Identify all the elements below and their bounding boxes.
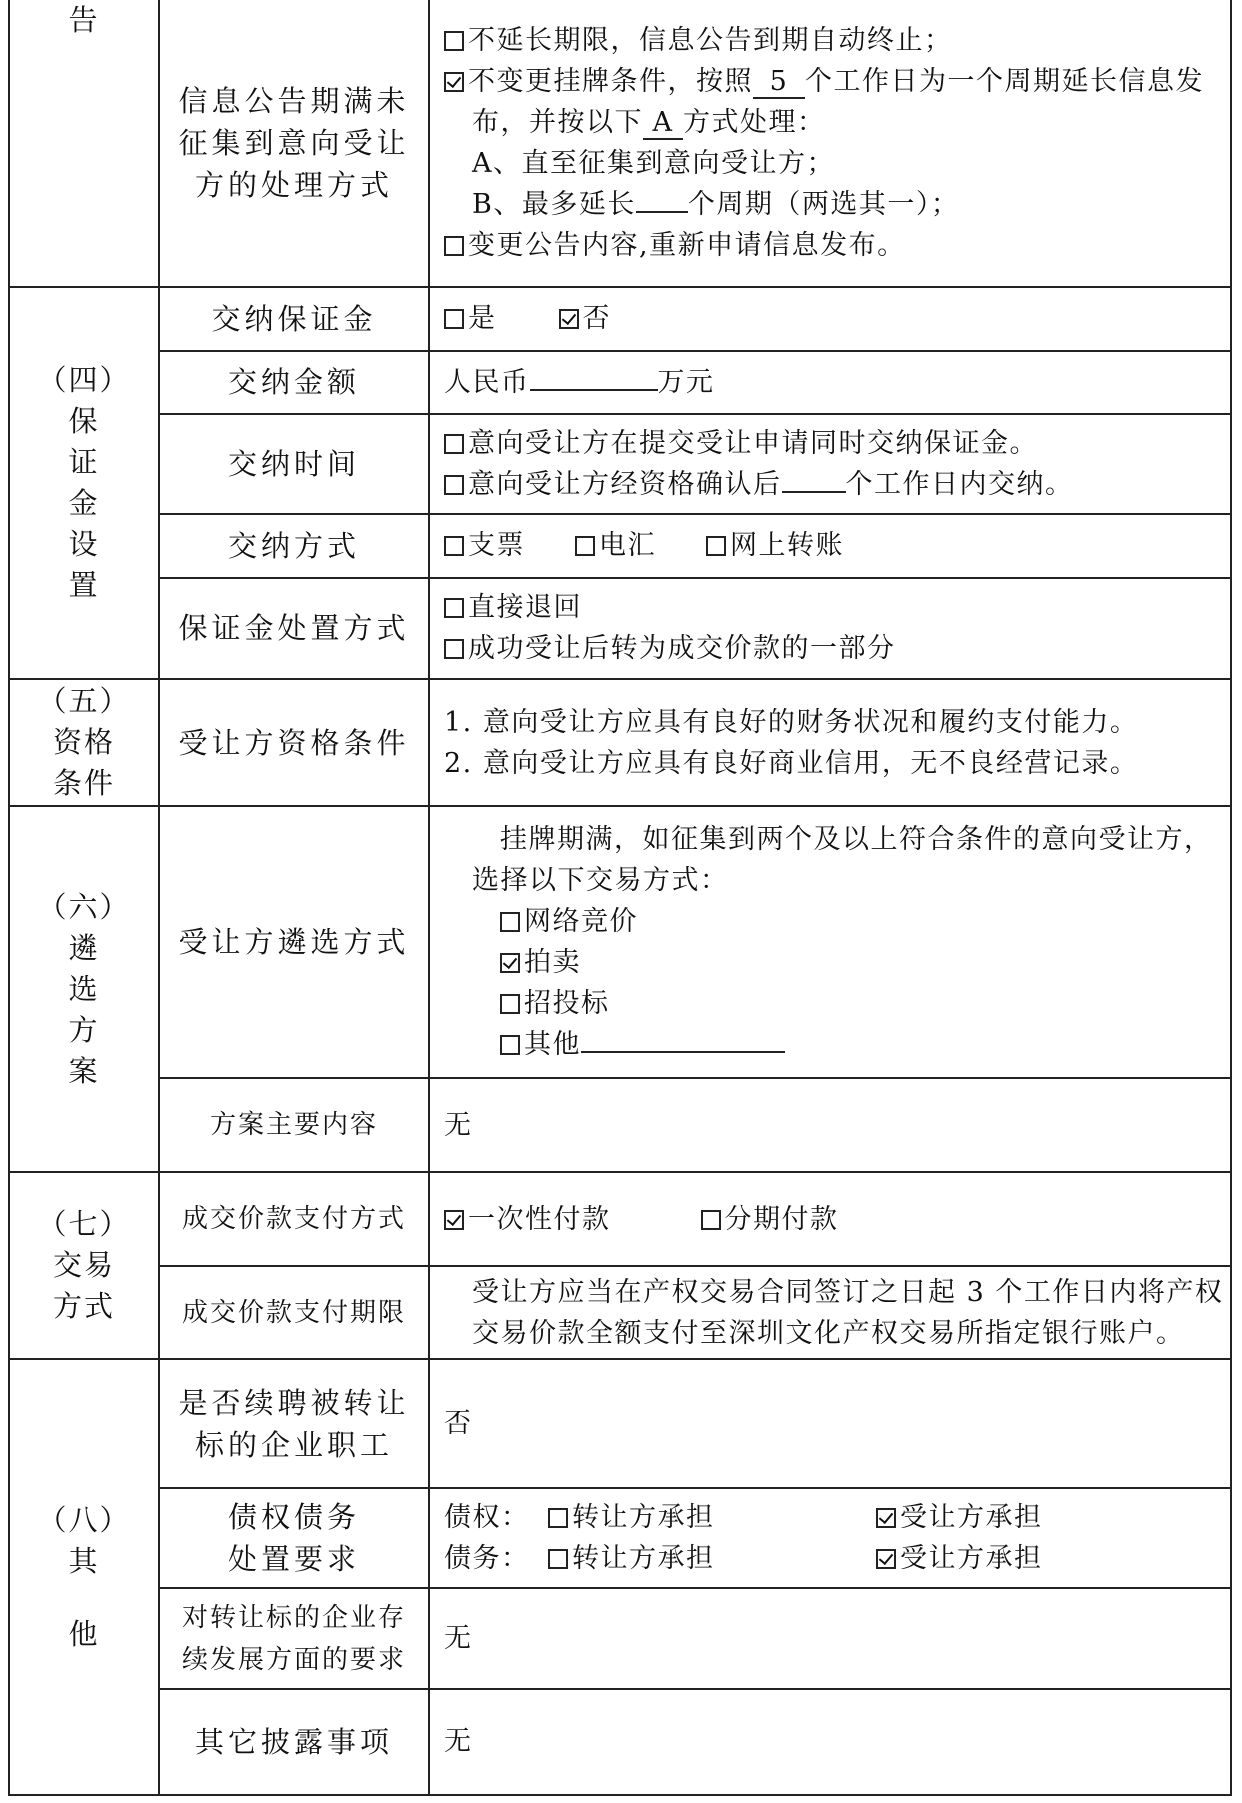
section-cell-deposit <box>9 287 159 678</box>
other-blank[interactable] <box>581 1051 785 1053</box>
label-line: 标的企业职工 <box>194 1427 393 1462</box>
section-label: 设 <box>68 526 100 561</box>
value-deposit-disposal <box>429 578 1231 679</box>
option-installments: 分期付款 <box>724 1203 839 1235</box>
section-label: 其 <box>68 1543 100 1578</box>
section-label: （四） <box>37 362 131 397</box>
value-payment-method <box>429 1172 1231 1266</box>
listing-terms-table <box>8 0 1232 1796</box>
value-debt-disposal <box>429 1488 1231 1588</box>
row-notice-expiry <box>9 0 1231 287</box>
label-notice-expiry <box>159 0 429 287</box>
section-cell-other <box>9 1359 159 1795</box>
checkbox-tender[interactable] <box>500 994 520 1014</box>
qualification-item: 1. 意向受让方应具有良好的财务状况和履约支付能力。 <box>444 706 1139 738</box>
value-deposit-amount <box>429 351 1231 414</box>
value-deposit-time <box>429 414 1231 514</box>
label-plan-content: 方案主要内容 <box>159 1078 429 1172</box>
label-line: 对转让标的企业存 <box>181 1602 406 1633</box>
row-pay-deposit <box>9 287 1231 350</box>
section-label: 他 <box>68 1616 100 1651</box>
checkbox-online-bidding[interactable] <box>500 912 520 932</box>
extend-mode-value: A <box>643 108 683 140</box>
option-tender: 招投标 <box>524 988 610 1020</box>
checkbox-convert-to-price[interactable] <box>444 639 464 659</box>
label-line: 征集到意向受让 <box>178 126 410 161</box>
option-online-bidding: 网络竞价 <box>524 906 638 938</box>
section-label: 方 <box>68 1012 100 1047</box>
value-selection-method <box>429 806 1231 1078</box>
option-change-notice: 变更公告内容,重新申请信息发布。 <box>468 230 906 262</box>
label-line: 处置要求 <box>227 1542 360 1577</box>
sub-option-a: A、直至征集到意向受让方； <box>472 148 835 180</box>
checkbox-extend-period[interactable] <box>444 72 464 92</box>
section-label: 置 <box>68 567 100 602</box>
creditor-label: 债权： <box>444 1502 530 1534</box>
option-other: 其他 <box>524 1029 581 1061</box>
selection-intro-2: 选择以下交易方式： <box>472 865 729 897</box>
section-label: 遴 <box>68 930 100 965</box>
periods-blank[interactable] <box>636 211 688 213</box>
currency-unit: 万元 <box>657 366 715 398</box>
row-deposit-disposal <box>9 578 1231 679</box>
checkbox-change-notice[interactable] <box>444 236 464 256</box>
row-development-requirement <box>9 1588 1231 1688</box>
option-extend-text-2: 个工作日为一个周期延长信息发 <box>805 66 1204 98</box>
row-plan-content <box>9 1078 1231 1172</box>
checkbox-deposit-yes[interactable] <box>444 309 464 329</box>
section-label: 条件 <box>52 766 115 801</box>
currency-prefix: 人民币 <box>444 366 530 398</box>
option-time-2: 意向受让方经资格确认后 <box>468 469 782 501</box>
row-deposit-time <box>9 414 1231 514</box>
document-page <box>8 0 1232 1796</box>
checkbox-creditor-transferor[interactable] <box>548 1508 568 1528</box>
value-plan-content: 无 <box>429 1078 1231 1172</box>
checkbox-cheque[interactable] <box>444 536 464 556</box>
payment-term-line: 受让方应当在产权交易合同签订之日起 3 个工作日内将产权 <box>472 1276 1224 1308</box>
row-staff-retention <box>9 1359 1231 1488</box>
checkbox-time-with-application[interactable] <box>444 434 464 454</box>
section-label: （五） <box>37 684 131 719</box>
checkbox-debtor-transferee[interactable] <box>876 1549 896 1569</box>
section-label: 证 <box>68 444 100 479</box>
label-line: 方的处理方式 <box>194 168 393 203</box>
label-pay-deposit: 交纳保证金 <box>159 287 429 350</box>
option-no: 否 <box>582 303 611 335</box>
label-deposit-disposal: 保证金处置方式 <box>159 578 429 679</box>
value-deposit-method <box>429 514 1231 577</box>
option-transferor-bears: 转让方承担 <box>572 1543 715 1575</box>
checkbox-wire[interactable] <box>575 536 595 556</box>
value-payment-term <box>429 1266 1231 1359</box>
checkbox-time-after-confirm[interactable] <box>444 475 464 495</box>
option-online-transfer: 网上转账 <box>730 530 844 562</box>
checkbox-deposit-no[interactable] <box>559 309 579 329</box>
option-yes: 是 <box>468 303 497 335</box>
row-payment-term <box>9 1266 1231 1359</box>
section-label: 金 <box>68 485 100 520</box>
row-other-disclosure <box>9 1689 1231 1795</box>
value-pay-deposit <box>429 287 1231 350</box>
checkbox-lump-sum[interactable] <box>444 1210 464 1230</box>
debtor-label: 债务： <box>444 1543 530 1575</box>
option-extend-text-3: 布，并按以下 <box>472 107 643 139</box>
label-payment-term: 成交价款支付期限 <box>159 1266 429 1359</box>
value-notice-expiry <box>429 0 1231 287</box>
label-line: 信息公告期满未 <box>178 84 410 119</box>
label-deposit-method: 交纳方式 <box>159 514 429 577</box>
label-debt-disposal <box>159 1488 429 1588</box>
option-return-directly: 直接退回 <box>468 592 582 624</box>
label-development-requirement <box>159 1588 429 1688</box>
checkbox-no-extension[interactable] <box>444 31 464 51</box>
sub-option-b-2: 个周期（两选其一）； <box>687 189 960 221</box>
amount-blank[interactable] <box>530 389 658 391</box>
label-qualification: 受让方资格条件 <box>159 679 429 807</box>
label-line: 续发展方面的要求 <box>181 1644 406 1675</box>
section-label: （六） <box>37 889 131 924</box>
option-time-1: 意向受让方在提交受让申请同时交纳保证金。 <box>468 428 1038 460</box>
option-transferee-bears: 受让方承担 <box>900 1543 1043 1575</box>
section-cell-qualification <box>9 679 159 807</box>
row-qualification <box>9 679 1231 807</box>
days-blank[interactable] <box>782 491 846 493</box>
label-payment-method: 成交价款支付方式 <box>159 1172 429 1266</box>
section-cell-selection <box>9 806 159 1172</box>
option-extend-text: 不变更挂牌条件，按照 <box>468 66 753 98</box>
label-staff-retention <box>159 1359 429 1488</box>
checkbox-online-transfer[interactable] <box>706 536 726 556</box>
section-cell-notice <box>9 0 159 287</box>
extend-days-value: 5 <box>753 67 805 99</box>
qualification-item: 2. 意向受让方应具有良好商业信用，无不良经营记录。 <box>444 747 1139 779</box>
checkbox-auction[interactable] <box>500 953 520 973</box>
option-cheque: 支票 <box>468 530 525 562</box>
option-transferor-bears: 转让方承担 <box>572 1502 715 1534</box>
section-label: 交易 <box>52 1248 115 1283</box>
section-label: 保 <box>68 403 100 438</box>
section-label: 资格 <box>52 725 115 760</box>
option-convert-to-price: 成功受让后转为成交价款的一部分 <box>468 633 896 665</box>
label-other-disclosure: 其它披露事项 <box>159 1689 429 1795</box>
row-selection-method <box>9 806 1231 1078</box>
label-deposit-amount: 交纳金额 <box>159 351 429 414</box>
checkbox-creditor-transferee[interactable] <box>876 1508 896 1528</box>
option-transferee-bears: 受让方承担 <box>900 1502 1043 1534</box>
section-label: 方式 <box>52 1289 115 1324</box>
section-label: （八） <box>37 1502 131 1537</box>
option-lump-sum: 一次性付款 <box>468 1203 611 1235</box>
section-label: 案 <box>68 1053 100 1088</box>
label-deposit-time: 交纳时间 <box>159 414 429 514</box>
value-other-disclosure: 无 <box>429 1689 1231 1795</box>
checkbox-other[interactable] <box>500 1035 520 1055</box>
label-line: 是否续聘被转让 <box>178 1385 410 1420</box>
row-payment-method <box>9 1172 1231 1266</box>
label-line: 债权债务 <box>227 1500 360 1535</box>
value-qualification <box>429 679 1231 807</box>
value-development-requirement: 无 <box>429 1588 1231 1688</box>
row-deposit-amount <box>9 351 1231 414</box>
section-label: 选 <box>68 971 100 1006</box>
section-label: 告 <box>68 3 100 37</box>
option-no-extension: 不延长期限，信息公告到期自动终止； <box>468 25 953 57</box>
label-selection-method: 受让方遴选方式 <box>159 806 429 1078</box>
section-cell-trade <box>9 1172 159 1359</box>
value-staff-retention: 否 <box>429 1359 1231 1488</box>
payment-term-line: 交易价款全额支付至深圳文化产权交易所指定银行账户。 <box>472 1317 1185 1349</box>
option-auction: 拍卖 <box>524 947 581 979</box>
sub-option-b: B、最多延长 <box>472 189 636 221</box>
section-label: （七） <box>37 1207 131 1242</box>
option-time-2b: 个工作日内交纳。 <box>845 469 1074 501</box>
checkbox-installments[interactable] <box>701 1210 721 1230</box>
option-extend-text-4: 方式处理： <box>683 107 826 139</box>
selection-intro: 挂牌期满，如征集到两个及以上符合条件的意向受让方， <box>500 824 1213 856</box>
checkbox-debtor-transferor[interactable] <box>548 1549 568 1569</box>
checkbox-return-directly[interactable] <box>444 598 464 618</box>
row-debt-disposal <box>9 1488 1231 1588</box>
row-deposit-method <box>9 514 1231 577</box>
option-wire: 电汇 <box>599 530 656 562</box>
